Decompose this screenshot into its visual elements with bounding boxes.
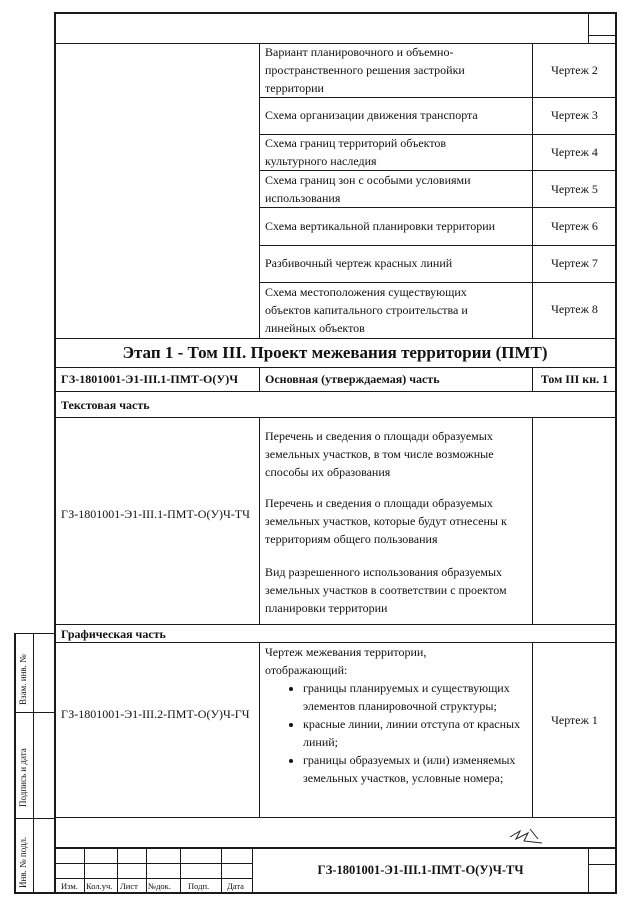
text-part-code: ГЗ-1801001-Э1-III.1-ПМТ-О(У)Ч-ТЧ [61,507,250,521]
upper-row-3-text: Схема границ территорий объектов культурного наследия [265,136,447,168]
upper-row-1-ref: Чертеж 2 [551,63,598,77]
graphic-part-ref: Чертеж 1 [551,713,598,727]
header-col-div-1 [259,367,260,391]
upper-row-4-ref: Чертеж 5 [551,182,598,196]
text-col-div-1 [259,417,260,625]
text-item-2: Перечень и сведения о площади образуемых земельных участков, которые будут отнесены к территориям общего пользования [265,496,507,546]
side-strip-mid [33,633,34,894]
stamp-col-kol: Кол.уч. [86,881,113,891]
graphic-intro: Чертеж межевания территории, отображающий: [265,645,427,677]
graphic-bullet-3: • границы образуемых и (или) изменяемых земельных участков, условные номера; [303,751,533,787]
stamp-col [117,847,118,893]
stamp-col-podp: Подп. [188,881,210,891]
stamp-doc-code: ГЗ-1801001-Э1-III.1-ПМТ-О(У)Ч-ТЧ [317,863,524,877]
stamp-col [180,847,181,893]
upper-row-2-ref: Чертеж 3 [551,108,598,122]
upper-row-1-text: Вариант планировочного и объемно-пространственного решения застройки территории [265,45,465,95]
section-title: Этап 1 - Том III. Проект межевания территории (ПМТ) [122,343,548,362]
header-title: Основная (утверждаемая) часть [265,372,440,386]
row-line [54,338,616,339]
graphic-bullet-2: • красные линии, линии отступа от красных линий; [303,715,533,751]
stamp-col [221,847,222,893]
side-label-podpis: Подпись и дата [18,748,28,807]
text-item-3: Вид разрешенного использования образуемых земельных участков в соответствии с проектом планировки территории [265,565,507,615]
page-box-mid [588,35,616,36]
upper-row-5-text: Схема вертикальной планировки территории [265,219,496,233]
side-strip-left [14,633,16,894]
upper-row-4-text: Схема границ зон с особыми условиями использования [265,173,471,205]
graphic-part-label: Графическая часть [61,627,166,641]
side-strip-div [14,712,55,713]
upper-row-3-ref: Чертеж 4 [551,145,598,159]
graphic-part-code: ГЗ-1801001-Э1-III.2-ПМТ-О(У)Ч-ГЧ [61,707,250,721]
upper-row-7-ref: Чертеж 8 [551,302,598,316]
frame-bottom [14,892,616,894]
row-line [259,207,616,208]
graphic-bullet-list [285,679,533,787]
stamp-sheet-line [588,864,616,865]
upper-row-6-text: Разбивочный чертеж красных линий [265,256,453,270]
graphic-part-bottom-line [54,817,616,818]
side-strip-div [14,818,55,819]
row-line [259,245,616,246]
text-item-1: Перечень и сведения о площади образуемых земельных участков, в том числе возможные способы их образования [265,429,494,479]
header-code: ГЗ-1801001-Э1-III.1-ПМТ-О(У)Ч [61,372,238,386]
header-row-line [54,391,616,392]
signature-scribble [508,823,548,847]
frame-top [54,12,616,14]
upper-col-div-1 [259,43,260,339]
stamp-col-izm: Изм. [61,881,78,891]
stamp-col [84,847,85,893]
upper-row-7-text: Схема местоположения существующих объектов капитального строительства и линейных объектов [265,285,468,335]
stamp-col-data: Дата [227,881,244,891]
stamp-col-doc: №док. [148,881,171,891]
header-volume: Том III кн. 1 [540,372,609,386]
stamp-sheet-col [588,847,589,893]
upper-row-2-text: Схема организации движения транспорта [265,108,478,122]
side-label-inv: Инв. № подл. [18,836,28,888]
upper-row-6-ref: Чертеж 7 [551,256,598,270]
upper-row-5-ref: Чертеж 6 [551,219,598,233]
frame-left [54,12,56,894]
stamp-col [146,847,147,893]
graphic-col-div-1 [259,642,260,817]
text-col-div-2 [532,417,533,625]
text-part-label: Текстовая часть [61,398,150,412]
stamp-col-list: Лист [120,881,138,891]
stamp-top-line [54,847,616,849]
graphic-bullet-1: • границы планируемых и существующих элементов планировочной структуры; [303,679,533,715]
side-strip-top [14,633,55,634]
side-label-vzam: Взам. инв. № [18,654,28,705]
page-box-left [588,12,589,43]
row-line [259,97,616,98]
